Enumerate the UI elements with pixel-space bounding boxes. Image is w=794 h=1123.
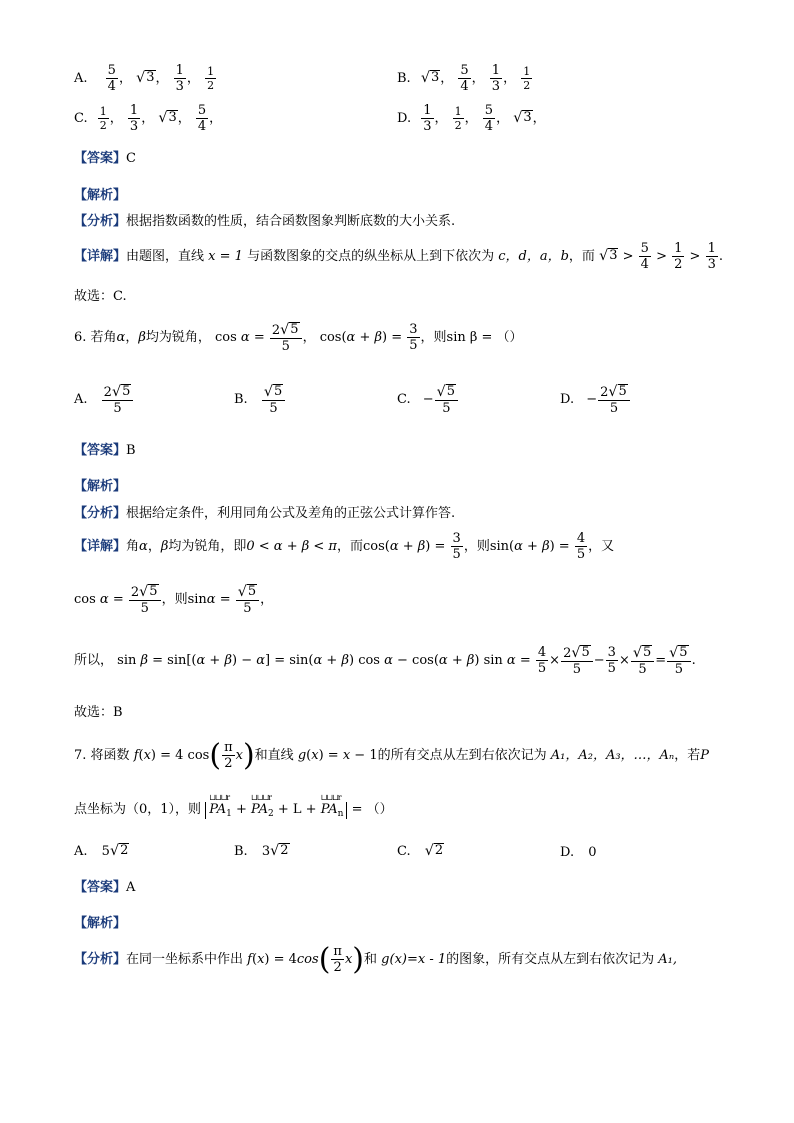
- q5-guxuan: 故选：C.: [74, 289, 127, 304]
- q5-jiexi-tag: 【解析】: [74, 188, 127, 203]
- q5-answer: 【答案】C: [74, 151, 136, 166]
- q5-option-b: B. √ 3 ， $\frac{5}{4}$ ， $\frac{1}{3}$ ， $\frac{1}{2}$: [397, 63, 531, 94]
- q7-jiexi-tag: 【解析】: [74, 916, 127, 931]
- q7-option-b: B. 3 √ 2: [234, 843, 289, 859]
- q6-fenxi: 【分析】根据给定条件，利用同角公式及差角的正弦公式计算作答.: [74, 506, 456, 521]
- answer-tag: 【答案】: [74, 151, 127, 166]
- q6-option-c: C. − √ 5 5: [397, 384, 459, 415]
- q7-answer: 【答案】A: [74, 880, 136, 895]
- q7-stem: 7. 将函数 f(x) = 4 cos( $\frac{\pi}{2}$ x)和直线 g(x) = x − 1的所有交点从左到右依次记为 A₁，A₂，A₃，…，Aₙ，若P: [74, 738, 709, 773]
- q7-fenxi: 【分析】在同一坐标系中作出 f(x) = 4cos( $\frac{\pi}{2}$ x)和 g(x)=x - 1的图象，所有交点从左到右依次记为 A₁,: [74, 942, 678, 977]
- q5-option-d: D. $\frac{1}{3}$ ， $\frac{1}{2}$ ， $\frac{5}{4}$ ， √ 3 ，: [397, 103, 546, 134]
- q5-option-c: C. $\frac{1}{2}$ ， $\frac{1}{3}$ ， √ 3 ， $\frac{5}{4}$ ，: [74, 103, 223, 134]
- q7-option-c: C. √ 2: [397, 843, 444, 859]
- q6-stem: 6. 若角α，β均为锐角， cos α = 2 √ 5 5 ， cos(α + β) = $\frac{3}{5}$ ，则sin β = （）: [74, 322, 523, 355]
- q5-xiangjie: 【详解】由题图，直线 x = 1 与函数图象的交点的纵坐标从上到下依次为 c，d，a，b，而 √ 3 > $\frac{5}{4}$ > $\frac{1}{2}$ > $\frac{1}{3}$ .: [74, 241, 723, 272]
- q6-xiangjie-line2: cos α = 2 √ 5 5 ，则sinα = √ 5 5 ，: [74, 584, 274, 617]
- q6-answer: 【答案】B: [74, 443, 136, 458]
- q6-guxuan: 故选：B: [74, 705, 123, 720]
- q7-option-a: A. 5 √ 2: [74, 843, 129, 859]
- q7-option-d: D. 0: [560, 845, 597, 860]
- q6-suoyi: 所以， sin β = sin[(α + β) − α] = sin(α + β) cos α − cos(α + β) sin α = $\frac{4}{5}$ × 2 √ 5 5 − $\frac{3}{5}$ × √ 5 5 = √ 5 5 .: [74, 645, 696, 678]
- q6-option-d: D. − 2 √ 5 5: [560, 384, 631, 415]
- q6-option-a: A. 2 √ 5 5: [74, 384, 134, 415]
- vector-sum-abs: ⊔⊔⊔r $PA_1$ + ⊔⊔⊔r $PA_2 + L$ + ⊔⊔⊔r $PA_n$: [205, 802, 347, 819]
- q6-xiangjie: 【详解】角α，β均为锐角，即0 < α + β < π，而cos(α + β) = $\frac{3}{5}$ ，则sin(α + β) = $\frac{4}{5}$ ，又: [74, 531, 615, 562]
- q6-option-b: B. √ 5 5: [234, 384, 286, 415]
- q6-jiexi-tag: 【解析】: [74, 479, 127, 494]
- q5-option-a: A. $\frac{5}{4}$ ， √ 3 ， $\frac{1}{3}$ ， $\frac{1}{2}$: [74, 63, 215, 94]
- q7-line2: 点坐标为（0，1），则 ⊔⊔⊔r $PA_1$ + ⊔⊔⊔r $PA_2 + L$ + ⊔⊔⊔r $PA_n$ = （）: [74, 793, 393, 819]
- q5-fenxi: 【分析】根据指数函数的性质，结合函数图象判断底数的大小关系.: [74, 214, 456, 229]
